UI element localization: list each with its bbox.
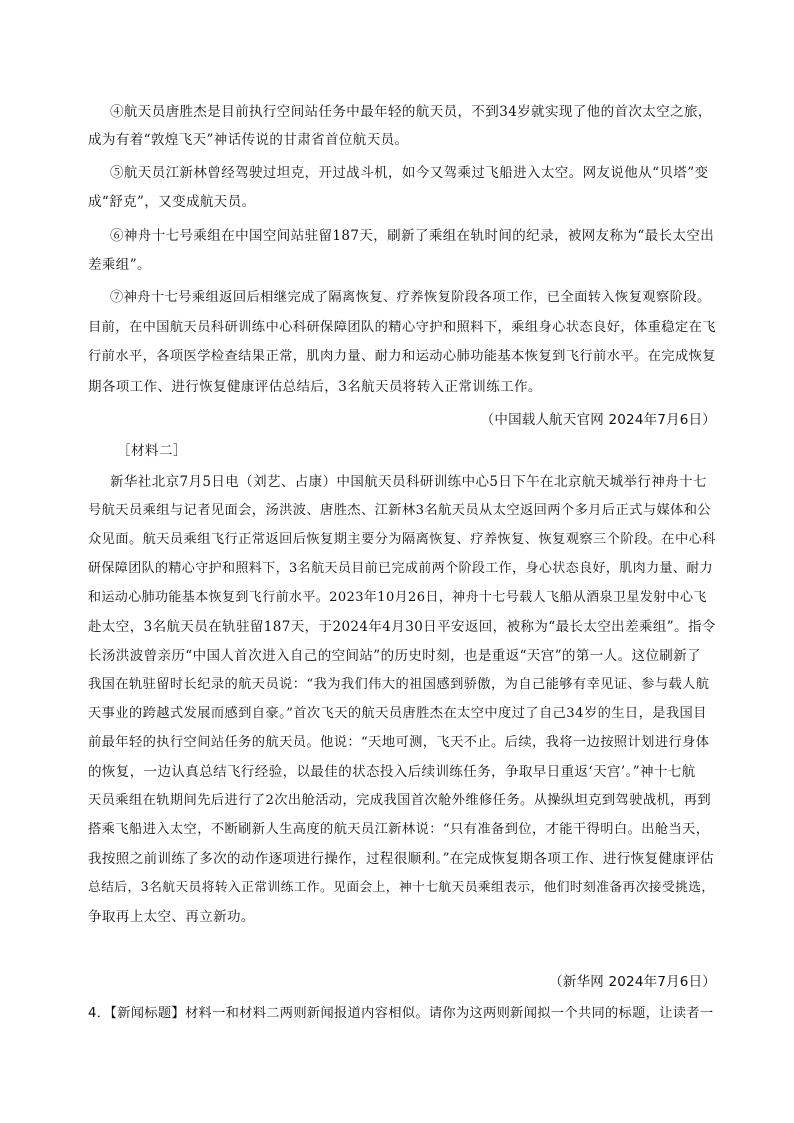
- material-2-line-7: 长汤洪波曾亲历“中国人首次进入自己的空间站”的历史时刻，也是重返“天宫”的第一人。这位刷新了: [88, 648, 702, 664]
- material-2-line-10: 前最年轻的执行空间站任务的航天员。他说：“天地可测，飞天不止。后续，我将一边按照计划进行身体: [88, 735, 710, 750]
- material-2-line-15: 总结后，3名航天员将转入正常训练工作。见面会上，神十七航天员乘组表示，他们时刻准备再次接受挑选，: [88, 880, 715, 895]
- material-2-line-1: 新华社北京7月5日电（刘艺、占康）中国航天员科研训练中心5日下午在北京航天城举行神舟十七: [110, 474, 707, 490]
- material-2-line-5: 和运动心肺功能基本恢复到飞行前水平。2023年10月26日，神舟十七号载人飞船从酒泉卫星发射中心飞: [88, 590, 707, 605]
- paragraph-4-line-2: 成为有着“敦煌飞天”神话传说的甘肃省首位航天员。: [88, 132, 409, 148]
- material-2-line-9: 天事业的跨越式发展而感到自豪。”首次飞天的航天员唐胜杰在太空中度过了自己34岁的生日，是我国目: [88, 706, 707, 721]
- question-4: 4．【新闻标题】材料一和材料二两则新闻报道内容相似。请你为这两则新闻拟一个共同的标题，让读者一: [88, 1006, 714, 1021]
- material-2-label: ［材料二］: [117, 443, 187, 459]
- material-2-line-2: 号航天员乘组与记者见面会，汤洪波、唐胜杰、江新林3名航天员从太空返回两个多月后正式与媒体和公: [88, 503, 712, 518]
- material-2-line-13: 搭乘飞船进入太空，不断刷新人生高度的航天员江新林说：“只有准备到位，才能干得明白。出舱当天，: [88, 822, 710, 837]
- paragraph-7-line-1: ⑦神舟十七号乘组返回后相继完成了隔离恢复、疗养恢复阶段各项工作，已全面转入恢复观察阶段。: [110, 290, 711, 305]
- paragraph-7-line-3: 行前水平，各项医学检查结果正常，肌肉力量、耐力和运动心肺功能基本恢复到飞行前水平。在完成恢复: [88, 349, 716, 364]
- material-2-line-12: 天员乘组在轨期间先后进行了2次出舱活动，完成我国首次舱外维修任务。从操纵坦克到驾驶战机，再到: [88, 793, 712, 808]
- material-2-line-6: 赴太空，3名航天员在轨驻留187天，于2024年4月30日平安返回，被称为“最长太空出差乘组”。指令: [88, 619, 716, 635]
- material-2-source: （新华网 2024年7月6日）: [549, 974, 716, 990]
- paragraph-6-line-2: 差乘组”。: [88, 257, 151, 273]
- paragraph-6-line-1: ⑥神舟十七号乘组在中国空间站驻留187天，刷新了乘组在轨时间的纪录，被网友称为“最长太空出: [110, 228, 715, 244]
- material-2-line-14: 我按照之前训练了多次的动作逐项进行操作，过程很顺利。”在完成恢复期各项工作、进行恢复健康评估: [88, 851, 715, 867]
- paragraph-4-line-1: ④航天员唐胜杰是目前执行空间站任务中最年轻的航天员，不到34岁就实现了他的首次太空之旅，: [110, 104, 712, 120]
- material-2-line-11: 的恢复，一边认真总结飞行经验，以最佳的状态投入后续训练任务，争取早日重返‘天宫’。”神十七航: [88, 764, 696, 780]
- paragraph-5-line-2: 成“舒克”，又变成航天员。: [88, 194, 256, 210]
- material-2-line-4: 研保障团队的精心守护和照料下，3名航天员目前已完成前两个阶段工作，身心状态良好，肌肉力量、耐力: [88, 561, 714, 576]
- paragraph-7-line-2: 目前，在中国航天员科研训练中心科研保障团队的精心守护和照料下，乘组身心状态良好，体重稳定在飞: [88, 320, 716, 335]
- paragraph-5-line-1: ⑤航天员江新林曾经驾驶过坦克，开过战斗机，如今又驾乘过飞船进入太空。网友说他从“贝塔”变: [110, 165, 709, 181]
- material-2-line-8: 我国在轨驻留时长纪录的航天员说：“我为我们伟大的祖国感到骄傲，为自己能够有幸见证、参与载人航: [88, 677, 710, 692]
- material-1-source: （中国载人航天官网 2024年7月6日）: [480, 412, 716, 428]
- material-2-line-3: 众见面。航天员乘组飞行正常返回后恢复期主要分为隔离恢复、疗养恢复、恢复观察三个阶段。在中心科: [88, 532, 716, 547]
- paragraph-7-line-4: 期各项工作、进行恢复健康评估总结后，3名航天员将转入正常训练工作。: [88, 379, 542, 395]
- material-2-line-16: 争取再上太空、再立新功。: [88, 909, 255, 925]
